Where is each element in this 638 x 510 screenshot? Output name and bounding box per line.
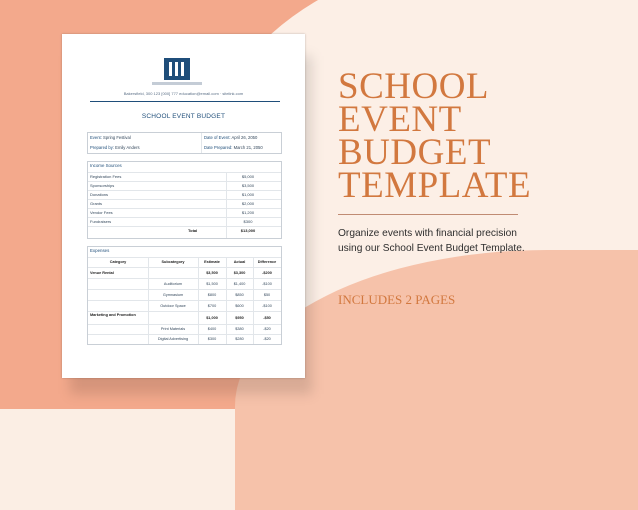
expense-row: Gymnasium $800 $850 $50	[88, 289, 281, 300]
income-row: Vendor Fees $1,200	[88, 208, 281, 217]
income-row: Fundraisers $300	[88, 217, 281, 226]
document-title: SCHOOL EVENT BUDGET	[141, 113, 226, 120]
description	[338, 226, 588, 256]
page-headline	[338, 66, 633, 206]
income-sources-table	[87, 161, 282, 239]
headline-line: SCHOOL	[338, 66, 490, 107]
expense-row: Auditorium $1,500 $1,400 -$100	[88, 278, 281, 289]
income-row: Grants $2,000	[88, 199, 281, 208]
expense-row: Venue Rental $3,500 $3,300 -$200	[88, 267, 281, 278]
income-row: Sponsorships $3,500	[88, 181, 281, 190]
expenses-table	[87, 246, 282, 345]
document-preview	[62, 34, 305, 378]
income-row: Donations $1,000	[88, 190, 281, 199]
expenses-title: Expenses	[90, 248, 110, 253]
expense-row: Print Materials $400 $380 -$20	[88, 324, 281, 334]
prepared-by-field: Prepared by: Emily Anders	[90, 145, 140, 150]
expense-row: Marketing and Promotion $1,000 $950 -$50	[88, 311, 281, 324]
description-line: Organize events with financial precision	[338, 228, 517, 239]
event-field: Event: Spring Festival	[90, 135, 131, 140]
logo-caption	[152, 82, 202, 85]
income-title: Income Sources	[90, 163, 122, 168]
headline-line: BUDGET	[338, 132, 492, 173]
expense-row: Digital Advertising $300 $280 -$20	[88, 334, 281, 344]
pages-note: INCLUDES 2 PAGES	[338, 292, 456, 307]
prepared-date-field: Date Prepared: March 21, 2050	[204, 145, 263, 150]
description-line: using our School Event Budget Template.	[338, 243, 525, 254]
income-row: Registration Fees $5,000	[88, 172, 281, 181]
school-logo-icon	[164, 58, 190, 80]
expenses-header-row: Category Subcategory Estimate Actual Difference	[88, 257, 281, 267]
expense-row: Outdoor Space $700 $600 -$100	[88, 300, 281, 311]
event-info-box	[87, 132, 282, 154]
headline-divider	[338, 214, 518, 215]
income-total-row: Total $13,000	[88, 226, 281, 235]
headline-line: TEMPLATE	[338, 165, 532, 206]
event-date-field: Date of Event: April 26, 2050	[204, 135, 258, 140]
header-rule	[90, 101, 280, 102]
contact-line: Bakersfield, 300 123 [000] 777 education@email.com · sitelink.com	[123, 91, 244, 96]
headline-line: EVENT	[338, 99, 462, 140]
